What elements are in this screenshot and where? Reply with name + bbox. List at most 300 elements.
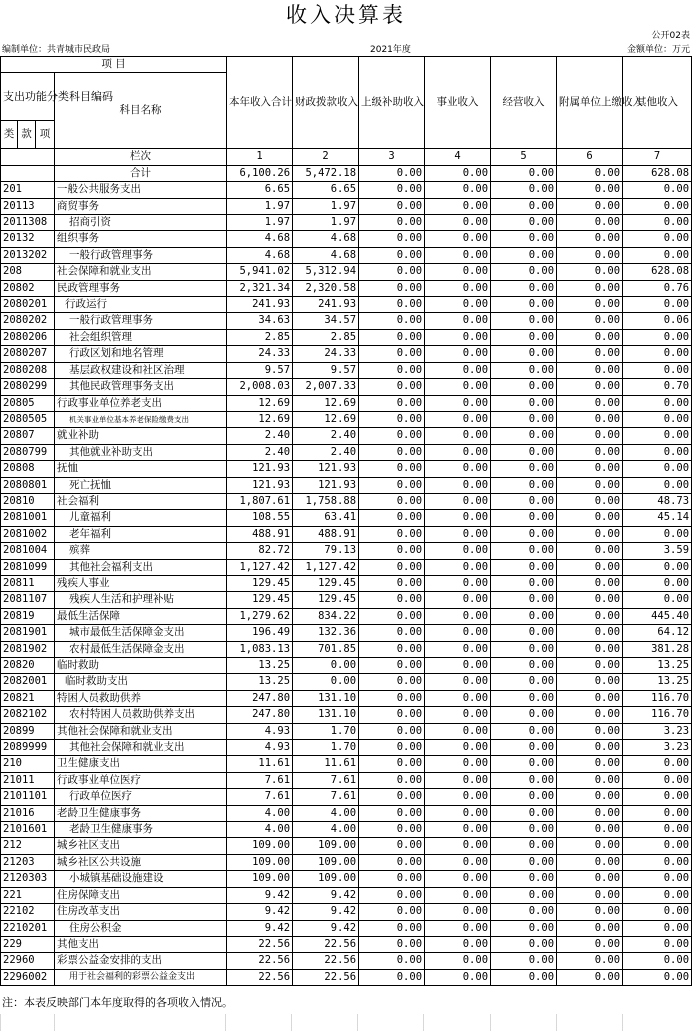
amount-cell: 0.00	[425, 887, 491, 903]
amount-cell: 109.00	[227, 854, 293, 870]
amount-cell: 0.00	[425, 740, 491, 756]
table-row	[1, 346, 692, 362]
total-cell: 0.00	[425, 165, 491, 181]
amount-cell: 0.06	[623, 313, 692, 329]
amount-cell: 1,127.42	[293, 559, 359, 575]
amount-cell: 0.00	[359, 608, 425, 624]
subject-name: 一般公共服务支出	[55, 182, 227, 198]
table-row	[1, 362, 692, 378]
amount-cell: 0.00	[623, 887, 692, 903]
subject-name: 用于社会福利的彩票公益金支出	[55, 969, 227, 985]
amount-cell: 0.00	[623, 936, 692, 952]
amount-cell: 0.00	[359, 379, 425, 395]
amount-cell: 0.00	[359, 329, 425, 345]
subject-code: 20808	[1, 461, 55, 477]
amount-cell: 0.00	[359, 575, 425, 591]
table-row	[1, 641, 692, 657]
amount-cell: 0.00	[491, 658, 557, 674]
amount-cell: 0.00	[425, 543, 491, 559]
amount-cell: 0.00	[557, 592, 623, 608]
amount-cell: 34.63	[227, 313, 293, 329]
amount-cell: 0.00	[425, 428, 491, 444]
amount-cell: 4.93	[227, 740, 293, 756]
amount-cell: 0.00	[491, 346, 557, 362]
table-row	[1, 510, 692, 526]
table-row	[1, 526, 692, 542]
amount-cell: 0.00	[491, 674, 557, 690]
subject-name: 小城镇基础设施建设	[55, 871, 227, 887]
amount-cell: 0.00	[557, 215, 623, 231]
amount-cell: 0.00	[491, 789, 557, 805]
amount-cell: 0.00	[557, 707, 623, 723]
amount-cell: 0.00	[491, 428, 557, 444]
amount-cell: 0.00	[491, 444, 557, 460]
subject-code: 2101101	[1, 789, 55, 805]
amount-cell: 0.00	[557, 493, 623, 509]
amount-cell: 0.00	[623, 461, 692, 477]
amount-cell: 0.00	[425, 707, 491, 723]
amount-cell: 0.00	[491, 690, 557, 706]
table-row	[1, 674, 692, 690]
amount-cell: 0.00	[623, 969, 692, 985]
amount-cell: 0.00	[557, 904, 623, 920]
amount-cell: 0.00	[359, 789, 425, 805]
amount-cell: 0.00	[557, 198, 623, 214]
subject-name: 一般行政管理事务	[55, 247, 227, 263]
column-number: 4	[425, 149, 491, 165]
subject-code: 2080201	[1, 297, 55, 313]
amount-cell: 0.00	[623, 182, 692, 198]
amount-cell: 0.00	[491, 756, 557, 772]
amount-cell: 0.00	[425, 493, 491, 509]
amount-cell: 0.00	[557, 887, 623, 903]
subject-name: 儿童福利	[55, 510, 227, 526]
subject-name: 死亡抚恤	[55, 477, 227, 493]
amount-cell: 0.00	[359, 297, 425, 313]
subject-code: 20810	[1, 493, 55, 509]
amount-cell: 0.00	[557, 723, 623, 739]
total-cell: 0.00	[557, 165, 623, 181]
table-body	[1, 149, 692, 986]
amount-cell: 79.13	[293, 543, 359, 559]
amount-cell: 0.00	[425, 297, 491, 313]
col-header-2: 财政拨款收入	[293, 57, 359, 149]
subject-code: 20807	[1, 428, 55, 444]
subject-name: 特困人员救助供养	[55, 690, 227, 706]
amount-cell: 0.00	[557, 608, 623, 624]
amount-cell: 0.00	[425, 444, 491, 460]
amount-cell: 121.93	[227, 461, 293, 477]
amount-cell: 0.00	[425, 411, 491, 427]
amount-cell: 0.00	[293, 674, 359, 690]
amount-cell: 0.00	[425, 182, 491, 198]
amount-cell: 22.56	[227, 936, 293, 952]
amount-cell: 0.00	[359, 444, 425, 460]
amount-cell: 2.40	[227, 444, 293, 460]
subject-name: 社会福利	[55, 493, 227, 509]
subject-code: 2082102	[1, 707, 55, 723]
table-row	[1, 231, 692, 247]
subject-name: 其他社会福利支出	[55, 559, 227, 575]
table-row	[1, 543, 692, 559]
column-number: 1	[227, 149, 293, 165]
amount-cell: 9.42	[293, 904, 359, 920]
col-header-5: 经营收入	[491, 57, 557, 149]
amount-cell: 0.00	[359, 822, 425, 838]
amount-cell: 0.00	[425, 674, 491, 690]
subject-name: 老年福利	[55, 526, 227, 542]
amount-cell: 0.00	[425, 871, 491, 887]
amount-cell: 488.91	[293, 526, 359, 542]
amount-cell: 247.80	[227, 690, 293, 706]
amount-cell: 0.00	[491, 329, 557, 345]
table-row	[1, 379, 692, 395]
amount-cell: 0.00	[359, 493, 425, 509]
table-row	[1, 215, 692, 231]
amount-cell: 1.70	[293, 740, 359, 756]
amount-cell: 0.00	[557, 641, 623, 657]
subject-name: 行政运行	[55, 297, 227, 313]
amount-cell: 0.00	[359, 740, 425, 756]
amount-cell: 0.00	[557, 379, 623, 395]
subject-code: 229	[1, 936, 55, 952]
table-row	[1, 707, 692, 723]
amount-cell: 0.00	[359, 641, 425, 657]
amount-cell: 0.00	[425, 575, 491, 591]
amount-cell: 0.00	[491, 198, 557, 214]
amount-cell: 0.00	[557, 346, 623, 362]
amount-cell: 3.23	[623, 740, 692, 756]
amount-cell: 0.00	[557, 674, 623, 690]
subject-code: 2080299	[1, 379, 55, 395]
amount-cell: 45.14	[623, 510, 692, 526]
amount-cell: 241.93	[227, 297, 293, 313]
amount-cell: 0.00	[359, 707, 425, 723]
amount-cell: 13.25	[227, 674, 293, 690]
subject-code: 2082001	[1, 674, 55, 690]
subject-name: 一般行政管理事务	[55, 313, 227, 329]
col-header-3: 上级补助收入	[359, 57, 425, 149]
amount-cell: 0.00	[425, 658, 491, 674]
amount-cell: 0.00	[425, 231, 491, 247]
amount-cell: 0.00	[623, 362, 692, 378]
amount-cell: 0.00	[359, 231, 425, 247]
amount-cell: 0.00	[425, 772, 491, 788]
table-row	[1, 822, 692, 838]
amount-cell: 0.00	[623, 920, 692, 936]
amount-cell: 0.00	[425, 822, 491, 838]
amount-cell: 0.00	[557, 772, 623, 788]
amount-cell: 12.69	[227, 395, 293, 411]
total-cell: 0.00	[359, 165, 425, 181]
amount-cell: 0.00	[623, 329, 692, 345]
amount-cell: 0.00	[359, 280, 425, 296]
amount-cell: 2.85	[293, 329, 359, 345]
table-row	[1, 887, 692, 903]
subject-code: 2120303	[1, 871, 55, 887]
amount-cell: 0.00	[491, 854, 557, 870]
subject-name: 彩票公益金安排的支出	[55, 953, 227, 969]
amount-cell: 0.00	[359, 838, 425, 854]
table-row	[1, 838, 692, 854]
subject-name: 社会组织管理	[55, 329, 227, 345]
amount-cell: 82.72	[227, 543, 293, 559]
amount-cell: 196.49	[227, 625, 293, 641]
subject-code: 201	[1, 182, 55, 198]
amount-cell: 0.00	[359, 215, 425, 231]
subject-name: 组织事务	[55, 231, 227, 247]
table-row	[1, 477, 692, 493]
sheet-tail-gridlines	[0, 1014, 691, 1031]
amount-cell: 0.00	[491, 936, 557, 952]
amount-cell: 0.00	[557, 822, 623, 838]
subject-code: 2101601	[1, 822, 55, 838]
amount-cell: 116.70	[623, 707, 692, 723]
amount-cell: 0.00	[557, 461, 623, 477]
amount-cell: 109.00	[227, 871, 293, 887]
amount-cell: 0.00	[425, 920, 491, 936]
amount-cell: 0.00	[557, 329, 623, 345]
amount-cell: 0.00	[623, 822, 692, 838]
amount-cell: 0.00	[359, 313, 425, 329]
table-row	[1, 182, 692, 198]
amount-cell: 1.97	[293, 198, 359, 214]
column-number: 3	[359, 149, 425, 165]
amount-cell: 1,083.13	[227, 641, 293, 657]
amount-cell: 0.00	[425, 510, 491, 526]
subject-name: 城乡社区支出	[55, 838, 227, 854]
amount-cell: 5,941.02	[227, 264, 293, 280]
subject-code: 20113	[1, 198, 55, 214]
amount-cell: 0.00	[623, 428, 692, 444]
amount-cell: 3.59	[623, 543, 692, 559]
amount-cell: 0.00	[491, 411, 557, 427]
amount-cell: 0.00	[491, 313, 557, 329]
amount-cell: 0.00	[623, 805, 692, 821]
unit-label: 金额单位：万元	[626, 45, 690, 55]
total-label: 合计	[55, 165, 227, 181]
amount-cell: 0.00	[623, 871, 692, 887]
amount-cell: 1,758.88	[293, 493, 359, 509]
subject-code: 210	[1, 756, 55, 772]
amount-cell: 24.33	[227, 346, 293, 362]
amount-cell: 0.00	[359, 969, 425, 985]
table-row	[1, 920, 692, 936]
amount-cell: 4.68	[293, 247, 359, 263]
amount-cell: 0.00	[359, 395, 425, 411]
subject-code: 20132	[1, 231, 55, 247]
subject-name: 临时救助支出	[55, 674, 227, 690]
subject-code: 2081107	[1, 592, 55, 608]
column-number: 7	[623, 149, 692, 165]
amount-cell: 0.00	[491, 461, 557, 477]
table-row	[1, 247, 692, 263]
subject-name: 行政单位医疗	[55, 789, 227, 805]
amount-cell: 4.00	[293, 805, 359, 821]
amount-cell: 0.00	[359, 723, 425, 739]
amount-cell: 132.36	[293, 625, 359, 641]
subject-code: 212	[1, 838, 55, 854]
amount-cell: 1,279.62	[227, 608, 293, 624]
amount-cell: 0.00	[557, 920, 623, 936]
amount-cell: 0.00	[623, 297, 692, 313]
amount-cell: 0.00	[623, 247, 692, 263]
subject-code: 20899	[1, 723, 55, 739]
table-row	[1, 936, 692, 952]
subject-code: 20819	[1, 608, 55, 624]
table-row	[1, 264, 692, 280]
amount-cell: 4.68	[227, 231, 293, 247]
kuan-header: 款	[18, 121, 36, 149]
amount-cell: 0.00	[491, 822, 557, 838]
subject-name-header: 科目名称	[55, 73, 227, 149]
subject-code: 2089999	[1, 740, 55, 756]
amount-cell: 109.00	[293, 838, 359, 854]
total-row	[1, 165, 692, 181]
amount-cell: 0.00	[359, 477, 425, 493]
amount-cell: 129.45	[227, 592, 293, 608]
amount-cell: 109.00	[293, 854, 359, 870]
amount-cell: 0.00	[359, 592, 425, 608]
table-row	[1, 559, 692, 575]
subject-code: 20811	[1, 575, 55, 591]
amount-cell: 63.41	[293, 510, 359, 526]
subject-code: 20802	[1, 280, 55, 296]
amount-cell: 0.00	[491, 953, 557, 969]
col-header-4: 事业收入	[425, 57, 491, 149]
amount-cell: 0.00	[623, 477, 692, 493]
amount-cell: 3.23	[623, 723, 692, 739]
amount-cell: 0.00	[623, 575, 692, 591]
subject-code: 22102	[1, 904, 55, 920]
amount-cell: 11.61	[227, 756, 293, 772]
amount-cell: 0.00	[557, 936, 623, 952]
amount-cell: 0.00	[491, 887, 557, 903]
amount-cell: 2.40	[293, 428, 359, 444]
amount-cell: 0.00	[359, 920, 425, 936]
amount-cell: 381.28	[623, 641, 692, 657]
amount-cell: 0.00	[425, 592, 491, 608]
subject-name: 机关事业单位基本养老保险缴费支出	[55, 411, 227, 427]
amount-cell: 13.25	[227, 658, 293, 674]
amount-cell: 0.00	[557, 559, 623, 575]
amount-cell: 7.61	[293, 789, 359, 805]
amount-cell: 0.00	[359, 625, 425, 641]
amount-cell: 0.00	[557, 428, 623, 444]
amount-cell: 0.00	[557, 756, 623, 772]
amount-cell: 628.08	[623, 264, 692, 280]
amount-cell: 0.00	[557, 953, 623, 969]
amount-cell: 0.00	[425, 805, 491, 821]
table-row	[1, 313, 692, 329]
amount-cell: 0.00	[491, 379, 557, 395]
amount-cell: 4.00	[227, 822, 293, 838]
subject-code: 20805	[1, 395, 55, 411]
amount-cell: 0.00	[491, 871, 557, 887]
amount-cell: 1.97	[293, 215, 359, 231]
amount-cell: 0.00	[557, 740, 623, 756]
amount-cell: 0.00	[491, 477, 557, 493]
subject-code: 2080206	[1, 329, 55, 345]
subject-name: 其他社会保障和就业支出	[55, 723, 227, 739]
amount-cell: 22.56	[293, 953, 359, 969]
amount-cell: 109.00	[293, 871, 359, 887]
amount-cell: 0.00	[359, 264, 425, 280]
amount-cell: 0.00	[359, 805, 425, 821]
amount-cell: 0.00	[557, 690, 623, 706]
table-row	[1, 805, 692, 821]
amount-cell: 0.00	[425, 936, 491, 952]
amount-cell: 0.00	[557, 297, 623, 313]
amount-cell: 0.00	[491, 707, 557, 723]
amount-cell: 9.42	[227, 904, 293, 920]
subject-name: 住房保障支出	[55, 887, 227, 903]
amount-cell: 0.00	[623, 559, 692, 575]
table-row	[1, 756, 692, 772]
subject-code: 22960	[1, 953, 55, 969]
income-table	[0, 56, 692, 986]
amount-cell: 0.00	[425, 526, 491, 542]
subject-name: 殡葬	[55, 543, 227, 559]
amount-cell: 131.10	[293, 707, 359, 723]
subject-code: 208	[1, 264, 55, 280]
amount-cell: 0.00	[425, 904, 491, 920]
subject-name: 社会保障和就业支出	[55, 264, 227, 280]
amount-cell: 0.00	[491, 526, 557, 542]
amount-cell: 2.40	[293, 444, 359, 460]
subject-name: 其他就业补助支出	[55, 444, 227, 460]
amount-cell: 0.00	[359, 543, 425, 559]
amount-cell: 0.00	[359, 756, 425, 772]
table-row	[1, 428, 692, 444]
subject-code: 21011	[1, 772, 55, 788]
amount-cell: 0.00	[557, 313, 623, 329]
amount-cell: 0.00	[425, 264, 491, 280]
subject-code: 2210201	[1, 920, 55, 936]
amount-cell: 0.00	[557, 280, 623, 296]
amount-cell: 0.00	[359, 198, 425, 214]
amount-cell: 0.00	[557, 838, 623, 854]
amount-cell: 0.00	[359, 247, 425, 263]
amount-cell: 22.56	[227, 953, 293, 969]
year-label: 2021年度	[370, 45, 411, 55]
amount-cell: 0.00	[425, 313, 491, 329]
subject-code: 2296002	[1, 969, 55, 985]
amount-cell: 0.00	[623, 854, 692, 870]
table-row	[1, 789, 692, 805]
amount-cell: 0.00	[425, 395, 491, 411]
subject-name: 行政事业单位医疗	[55, 772, 227, 788]
amount-cell: 0.00	[491, 215, 557, 231]
subject-code: 20820	[1, 658, 55, 674]
amount-cell: 0.00	[425, 477, 491, 493]
amount-cell: 0.00	[491, 608, 557, 624]
amount-cell: 0.00	[557, 395, 623, 411]
amount-cell: 0.00	[425, 215, 491, 231]
amount-cell: 488.91	[227, 526, 293, 542]
amount-cell: 1,807.61	[227, 493, 293, 509]
total-cell: 6,100.26	[227, 165, 293, 181]
amount-cell: 0.00	[623, 838, 692, 854]
amount-cell: 0.00	[359, 182, 425, 198]
amount-cell: 121.93	[293, 477, 359, 493]
amount-cell: 0.00	[359, 674, 425, 690]
subject-code: 2013202	[1, 247, 55, 263]
amount-cell: 0.00	[623, 772, 692, 788]
amount-cell: 0.00	[491, 920, 557, 936]
table-row	[1, 461, 692, 477]
amount-cell: 22.56	[293, 936, 359, 952]
